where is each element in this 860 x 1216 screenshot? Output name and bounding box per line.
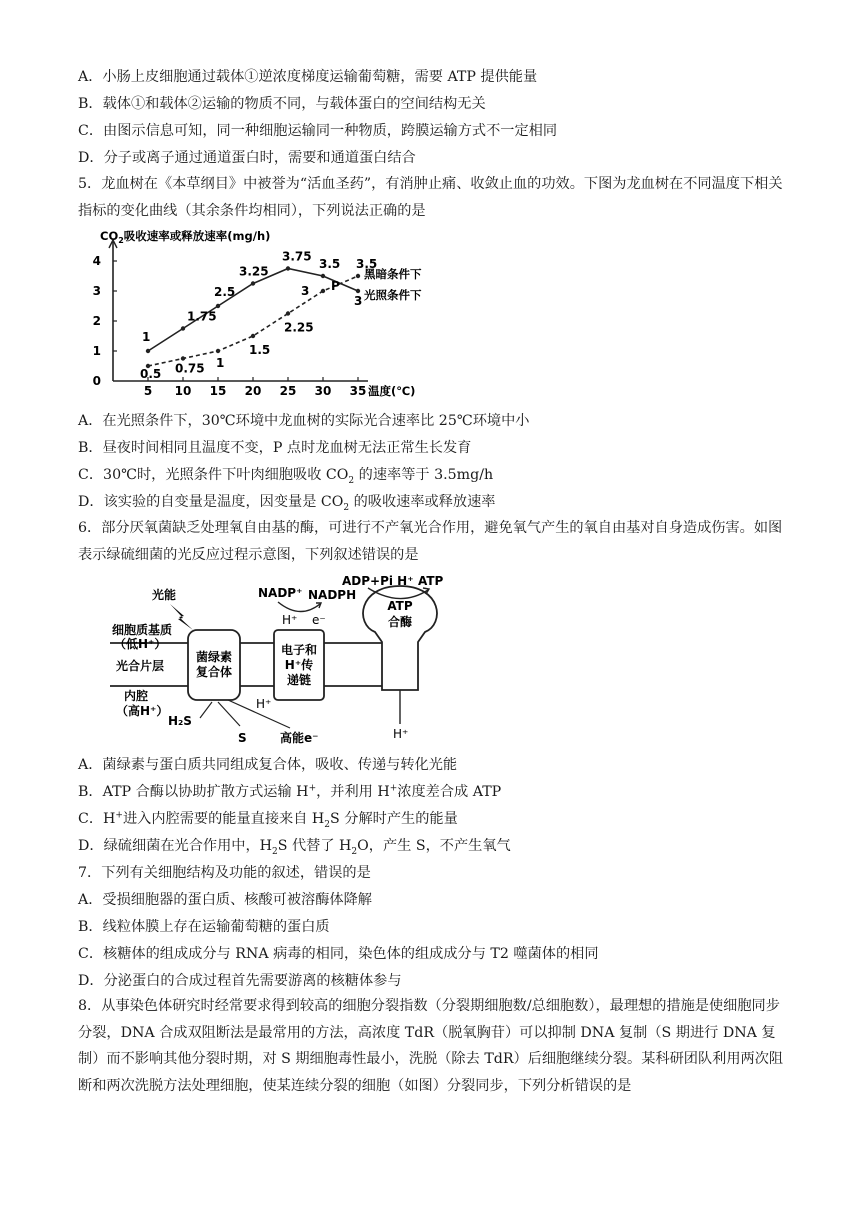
- series-line-0: [148, 269, 358, 352]
- x-tick-label: 25: [279, 384, 297, 398]
- y-tick-label: 3: [92, 284, 101, 298]
- x-tick-label: 10: [174, 384, 192, 398]
- q6-option-c: C．H+进入内腔需要的能量直接来自 $H_2S$ 分解时产生的能量: [78, 810, 458, 830]
- h2s-arrow: [200, 702, 212, 718]
- synthase-label-1: ATP: [387, 599, 413, 613]
- y-tick-label: 1: [92, 344, 101, 358]
- data-label: 1: [142, 330, 151, 344]
- data-point: [146, 349, 150, 353]
- chain-h-label: H⁺: [282, 613, 298, 627]
- lightning-icon: [170, 604, 193, 630]
- q7-option-d: D．分泌蛋白的合成过程首先需要游离的核糖体参与: [78, 973, 402, 989]
- data-point: [356, 289, 360, 293]
- data-point: [181, 356, 185, 360]
- data-point: [321, 274, 325, 278]
- q5-option-b: B．昼夜时间相同且温度不变，P 点时龙血树无法正常生长发育: [78, 440, 472, 456]
- data-label: 2.25: [284, 320, 314, 335]
- y-tick-label: 4: [92, 254, 101, 268]
- data-label: 0.75: [175, 361, 205, 376]
- data-label: 1.5: [249, 343, 271, 357]
- q4-option-d: D．分子或离子通过通道蛋白时，需要和通道蛋白结合: [78, 150, 416, 166]
- stroma-label-1: 细胞质基质: [112, 623, 173, 637]
- stroma-label-2: （低H⁺）: [114, 637, 167, 651]
- data-label: 3.5: [319, 257, 341, 271]
- s-label: S: [238, 731, 247, 745]
- complex-label-1: 菌绿素: [195, 650, 233, 664]
- q7-option-b: B．线粒体膜上存在运输葡萄糖的蛋白质: [78, 919, 330, 935]
- q5-option-d: D．该实验的自变量是温度，因变量是 $CO_2$ 的吸收速率或释放速率: [78, 494, 496, 513]
- y-tick-label: 2: [92, 314, 101, 328]
- synthase-label-2: 合酶: [387, 615, 413, 629]
- data-point: [286, 311, 290, 315]
- lumen-h-label: H⁺: [256, 697, 272, 711]
- data-label: 0.5: [140, 367, 162, 381]
- data-label: 3.5: [356, 257, 378, 271]
- q4-option-c: C．由图示信息可知，同一种细胞运输同一种物质，跨膜运输方式不一定相同: [78, 123, 558, 139]
- lumen-label-1: 内腔: [124, 689, 149, 703]
- q5-option-a: A．在光照条件下，30℃环境中龙血树的实际光合速率比 25℃环境中小: [78, 413, 530, 429]
- chain-label-2: H⁺传: [284, 658, 314, 672]
- data-point: [216, 349, 220, 353]
- data-label: 3: [354, 294, 363, 308]
- synthase-h-bottom: H⁺: [393, 727, 409, 741]
- data-label: 1.75: [187, 309, 217, 324]
- q5-option-c: C．30℃时，光照条件下叶肉细胞吸收 $CO_2$ 的速率等于 3.5mg/h: [78, 467, 494, 486]
- q4-option-a: A．小肠上皮细胞通过载体①逆浓度梯度运输葡萄糖，需要 ATP 提供能量: [78, 69, 538, 85]
- nadp-label: NADP⁺: [258, 586, 303, 600]
- q8-stem: 8．从事染色体研究时经常要求得到较高的细胞分裂指数（分裂期细胞数/总细胞数），最理想的措施是使细胞同步分裂，DNA 合成双阻断法是最常用的方法，高浓度 TdR（脱氧胸苷）可以抑制 DNA 复制（S 期进行 DNA 复制）而不影响其他分裂时期，对 S 期细胞毒性最小，洗脱（除去 TdR）后细胞继续分裂。某科研团队利用两次阻断和两次洗脱方法处理细胞，使某连续分裂的细胞（如图）分裂同步，下列分析错误的是: [78, 998, 784, 1094]
- data-point: [251, 281, 255, 285]
- chain-e-label: e⁻: [312, 613, 326, 627]
- x-tick-label: 20: [244, 384, 262, 398]
- series-legend-label: 光照条件下: [364, 288, 422, 302]
- p-point-label: P: [331, 279, 340, 293]
- data-point: [286, 266, 290, 270]
- q5-stem: 5．龙血树在《本草纲目》中被誉为“活血圣药”，有消肿止痛、收敛止血的功效。下图为龙血树在不同温度下相关指标的变化曲线（其余条件均相同），下列说法正确的是: [78, 176, 783, 219]
- x-tick-label: 30: [314, 384, 332, 398]
- data-point: [321, 289, 325, 293]
- data-label: 2.5: [214, 285, 236, 299]
- q7-stem: 7．下列有关细胞结构及功能的叙述，错误的是: [78, 865, 371, 881]
- data-point: [251, 334, 255, 338]
- q6-option-b: B．ATP 合酶以协助扩散方式运输 H+，并利用 H+浓度差合成 ATP: [78, 783, 502, 800]
- complex-label-2: 复合体: [195, 665, 233, 679]
- y-axis-label: $CO_2$吸收速率或释放速率(mg/h): [100, 229, 271, 245]
- q7-option-a: A．受损细胞器的蛋白质、核酸可被溶酶体降解: [78, 892, 372, 908]
- q6-option-d: D．绿硫细菌在光合作用中，$H_2S$ 代替了 $H_2O$，产生 S，不产生氧气: [78, 838, 511, 857]
- data-point: [356, 274, 360, 278]
- data-label: 3: [301, 284, 310, 298]
- q6-option-a: A．菌绿素与蛋白质共同组成复合体，吸收、传递与转化光能: [78, 757, 458, 773]
- membrane-label: 光合片层: [116, 659, 165, 673]
- chain-label-1: 电子和: [280, 643, 318, 657]
- y-tick-label: 0: [92, 374, 101, 388]
- nadp-arrow: [278, 602, 320, 612]
- temperature-chart: [78, 228, 448, 406]
- x-axis-label: 温度(℃): [368, 384, 416, 398]
- light-label: 光能: [152, 588, 177, 602]
- x-tick-label: 5: [143, 384, 153, 398]
- q6-stem: 6．部分厌氧菌缺乏处理氧自由基的酶，可进行不产氧光合作用，避免氧气产生的氧自由基对自身造成伤害。如图表示绿硫细菌的光反应过程示意图，下列叙述错误的是: [78, 520, 783, 563]
- data-label: 3.25: [239, 264, 269, 279]
- s-arrow: [218, 702, 240, 726]
- series-legend-label: 黑暗条件下: [364, 267, 422, 281]
- h2s-label: H₂S: [168, 714, 192, 728]
- q4-option-b: B．载体①和载体②运输的物质不同，与载体蛋白的空间结构无关: [78, 96, 486, 112]
- data-point: [181, 326, 185, 330]
- high-e-label: 高能e⁻: [280, 731, 319, 745]
- nadph-label: NADPH: [308, 588, 357, 602]
- q7-option-c: C．核糖体的组成成分与 RNA 病毒的相同，染色体的组成成分与 T2 噬菌体的相同: [78, 946, 599, 962]
- lumen-label-2: （高H⁺）: [116, 704, 169, 718]
- chain-label-3: 递链: [286, 673, 312, 687]
- photosynthesis-diagram: [100, 572, 460, 750]
- atp-label: ATP: [418, 574, 444, 588]
- data-label: 1: [216, 356, 225, 370]
- data-point: [216, 304, 220, 308]
- x-tick-label: 35: [349, 384, 367, 398]
- data-label: 3.75: [282, 249, 312, 264]
- adp-label: ADP+Pi H⁺: [342, 574, 414, 588]
- x-tick-label: 15: [209, 384, 227, 398]
